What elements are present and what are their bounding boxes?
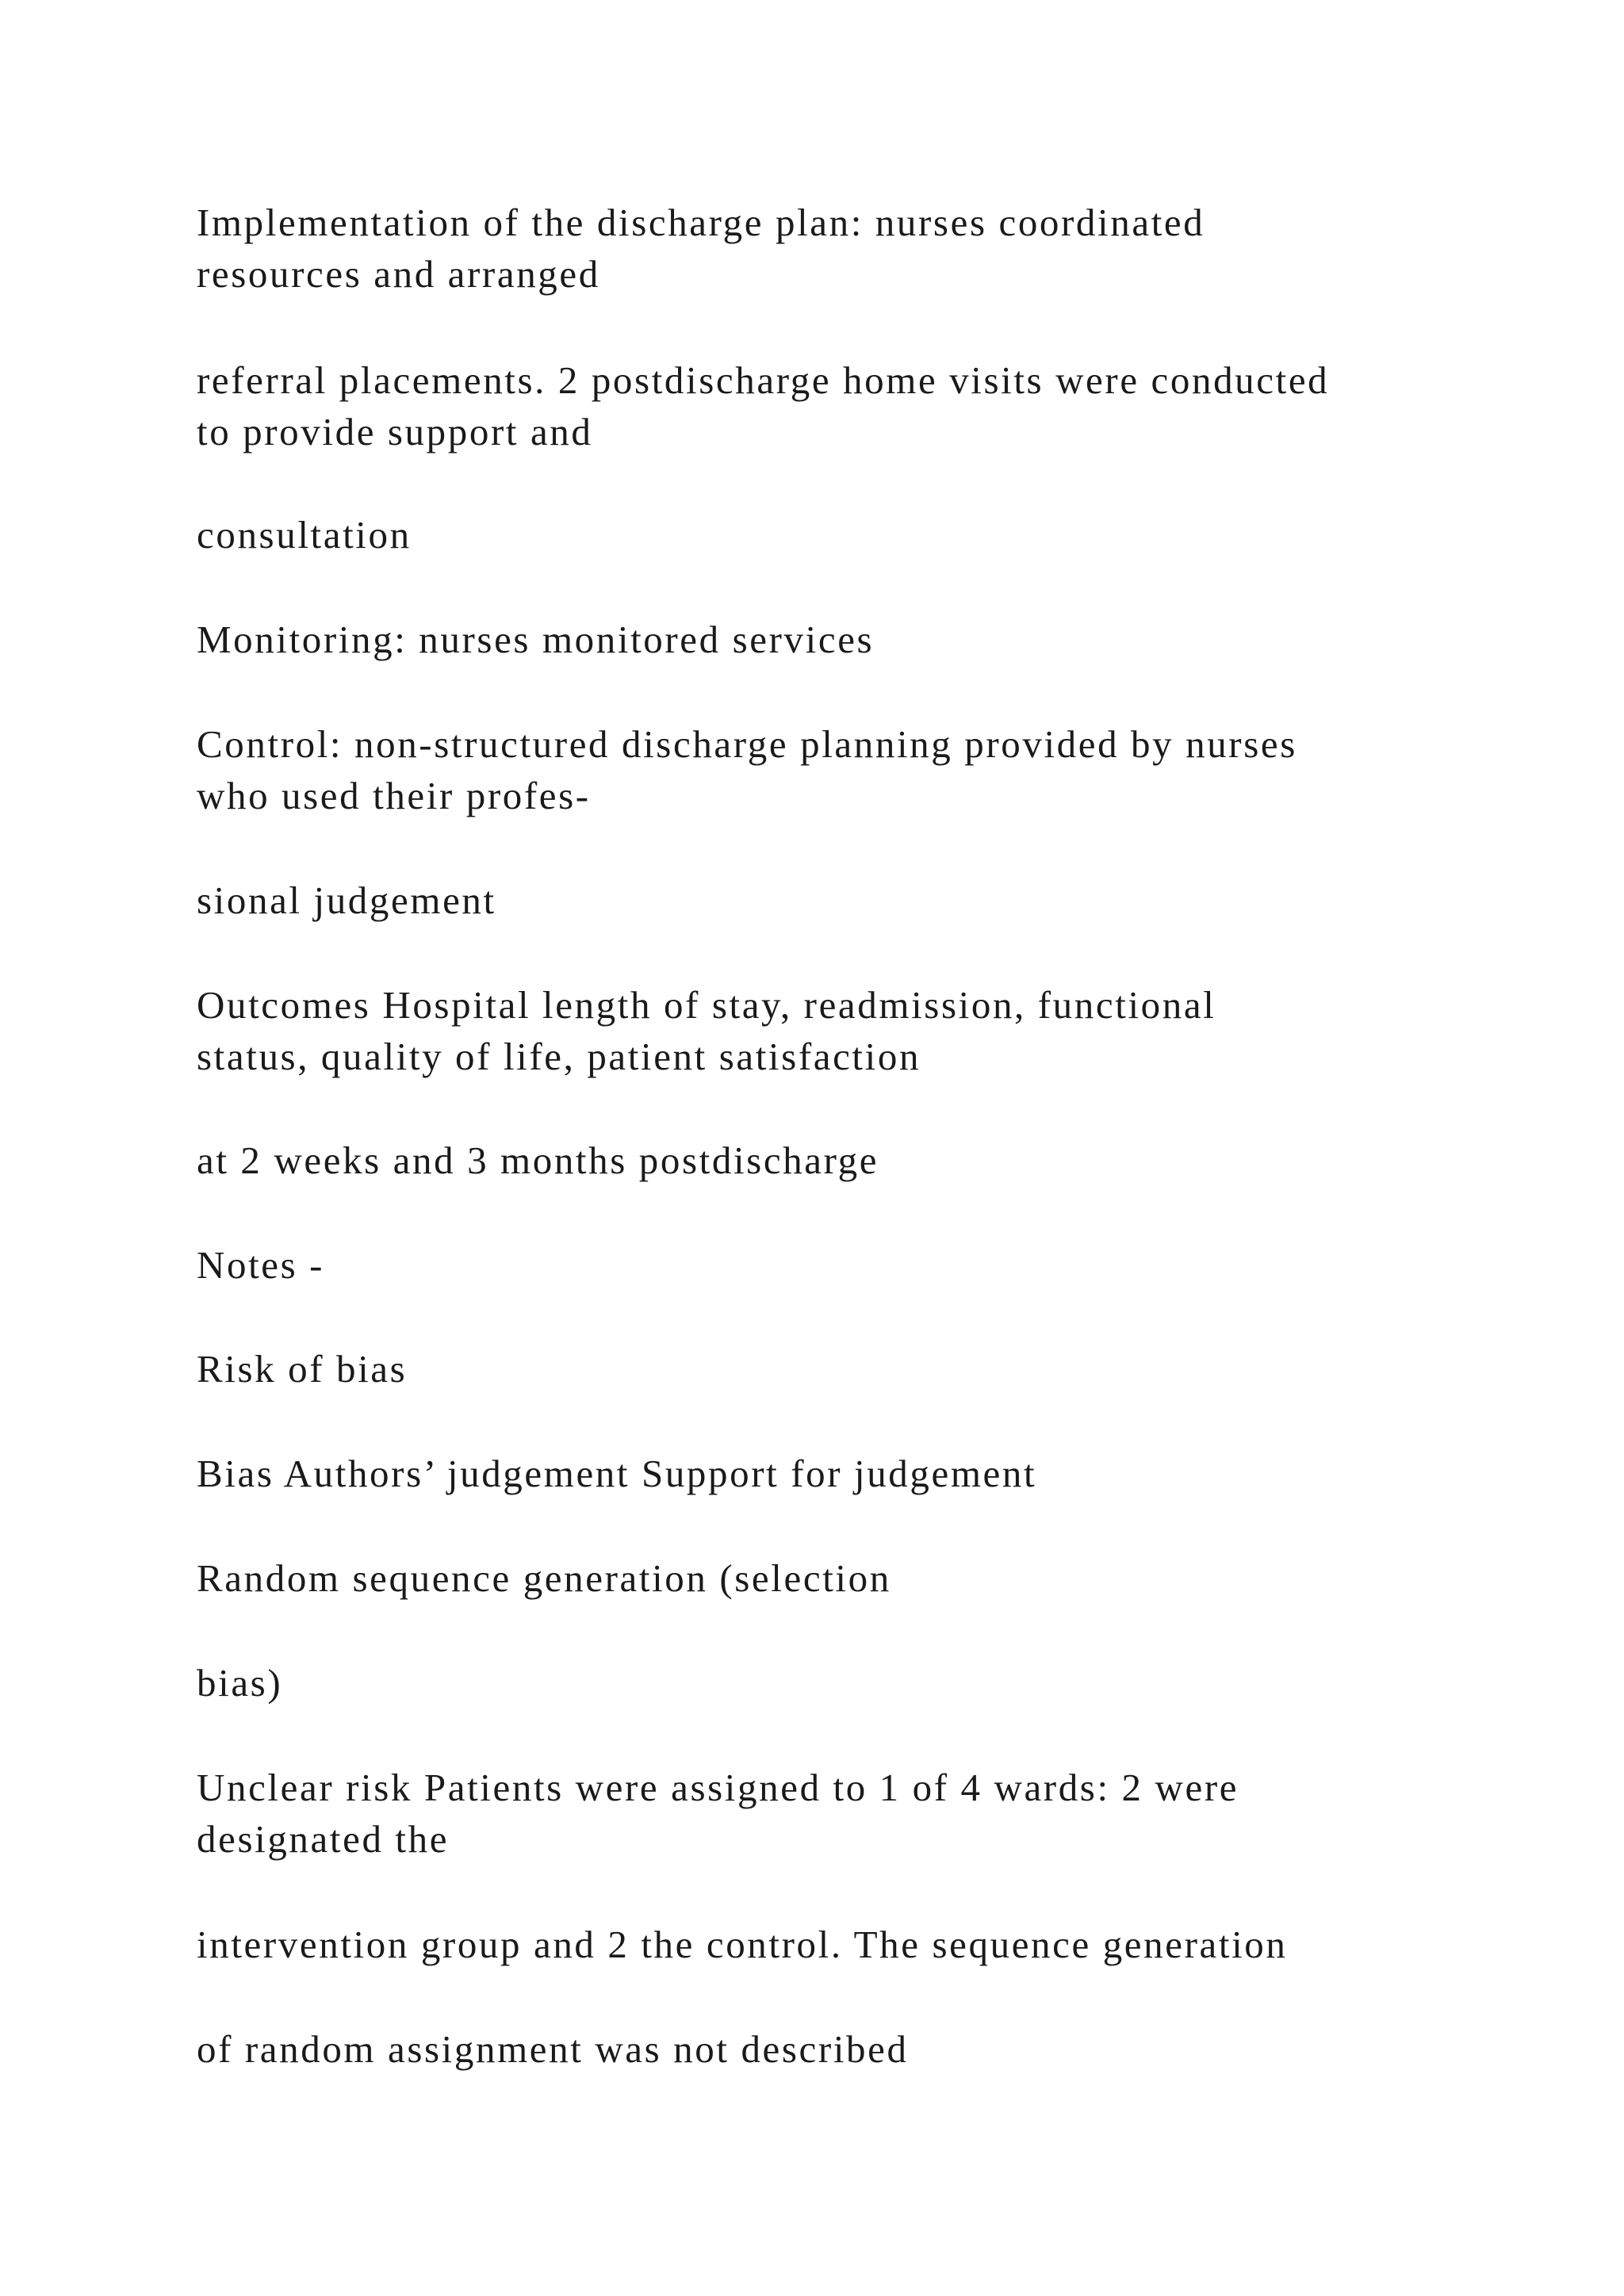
paragraph: [197, 1343, 1529, 1395]
text-line: bias): [197, 1661, 283, 1705]
text-line: Implementation of the discharge plan: nurses coordinated: [197, 201, 1205, 244]
paragraph: [197, 354, 1529, 457]
text-line: Risk of bias: [197, 1347, 408, 1391]
text-line: Monitoring: nurses monitored services: [197, 618, 875, 661]
text-line: Notes -: [197, 1243, 325, 1287]
text-line: Control: non-structured discharge planning provided by nurses: [197, 722, 1297, 766]
text-line: sional judgement: [197, 878, 496, 922]
text-line: Random sequence generation (selection: [197, 1556, 891, 1600]
paragraph: [197, 979, 1529, 1082]
text-line: to provide support and: [197, 410, 593, 453]
paragraph: [197, 1239, 1529, 1291]
text-line: referral placements. 2 postdischarge home visits were conducted: [197, 358, 1330, 402]
paragraph: [197, 614, 1529, 665]
paragraph: [197, 874, 1529, 926]
text-line: of random assignment was not described: [197, 2027, 909, 2071]
text-line: resources and arranged: [197, 252, 600, 296]
paragraph: [197, 197, 1529, 300]
text-line: intervention group and 2 the control. The sequence generation: [197, 1923, 1288, 1966]
paragraph: [197, 1762, 1529, 1865]
text-line: who used their profes-: [197, 774, 591, 817]
text-line: Bias Authors’ judgement Support for judgement: [197, 1452, 1037, 1495]
paragraph: [197, 1552, 1529, 1604]
paragraph: [197, 1448, 1529, 1499]
text-line: consultation: [197, 513, 412, 557]
paragraph: [197, 718, 1529, 821]
text-line: designated the: [197, 1817, 450, 1861]
text-line: status, quality of life, patient satisfaction: [197, 1035, 921, 1078]
paragraph: [197, 2023, 1529, 2075]
paragraph: [197, 1135, 1529, 1186]
text-line: at 2 weeks and 3 months postdischarge: [197, 1138, 879, 1182]
paragraph: [197, 509, 1529, 561]
paragraph: [197, 1919, 1529, 1970]
text-line: Outcomes Hospital length of stay, readmission, functional: [197, 983, 1216, 1027]
paragraph: [197, 1657, 1529, 1709]
text-line: Unclear risk Patients were assigned to 1 of 4 wards: 2 were: [197, 1766, 1239, 1809]
